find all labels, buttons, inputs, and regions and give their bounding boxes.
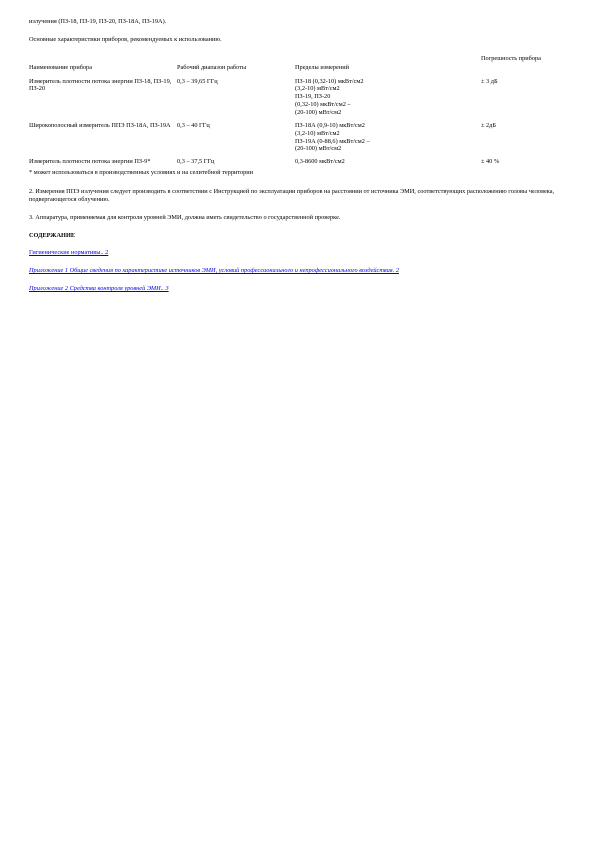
cell-range: 0,3 – 39,65 ГГц <box>177 77 218 85</box>
limit-line: (20-100) мВт/см2 <box>295 145 342 153</box>
cell-range: 0,3 – 40 ГГц <box>177 121 210 129</box>
limit-line: ПЗ-19, ПЗ-20 <box>295 93 331 101</box>
limit-line: (20-100) мВт/см2 <box>295 109 342 117</box>
header-range: Рабочий диапазон работы <box>177 63 247 71</box>
limit-line: (0,32-10) мкВт/см2 – <box>295 101 351 109</box>
contents-link-hygienic-norms[interactable]: Гигиенические нормативы.. 2 <box>29 249 109 257</box>
intro-line: излучения (ПЗ-18, ПЗ-19, ПЗ-20, ПЗ-18А, ПЗ-19А). <box>29 18 167 25</box>
cell-device: Измеритель плотности потока энергии ПЗ-18, ПЗ-19, ПЗ-20 <box>29 77 172 93</box>
contents-heading: СОДЕРЖАНИЕ <box>29 231 76 239</box>
document-page <box>29 18 565 303</box>
devices-table <box>29 55 565 171</box>
header-error: Погрешность прибора <box>481 54 541 62</box>
table-header-row <box>29 55 565 78</box>
cell-range: 0,3 – 37,5 ГГц <box>177 158 215 166</box>
limit-line: ПЗ-18А (0,9-10) мкВт/см2 <box>295 121 365 129</box>
cell-limits <box>295 78 481 122</box>
table-footnote: * может использоваться в производственных условиях и на селитебной территории <box>29 169 254 177</box>
paragraph-2: 2. Измерения ППЭ излучения следует производить в соответствии с Инструкцией по эксплуатации приборов на расстоянии от источника ЭМИ, соответствующих расположению головы человека, подвергающегося облучению. <box>29 188 555 203</box>
limit-line: ПЗ-18 (0,32-10) мкВт/см2 <box>295 77 364 85</box>
limit-line: (3,2-10) мВт/см2 <box>295 129 340 137</box>
contents-link-appendix-1[interactable]: Приложение 1 Общие сведения по характеристике источников ЭМИ, условий профессионального и непрофессионального воздействия. 2 <box>29 267 399 275</box>
limit-line: (3,2-10) мВт/см2 <box>295 85 340 93</box>
cell-device: Широкополосный измеритель ППЭ ПЗ-18А, ПЗ-19А <box>29 121 171 129</box>
contents-link-appendix-2[interactable]: Приложение 2 Средства контроля уровней ЭМИ.. 3 <box>29 285 169 293</box>
header-device: Наименование прибора <box>29 63 92 71</box>
limit-line: 0,3-8600 мкВт/см2 <box>295 158 345 166</box>
table-row <box>29 122 565 158</box>
limit-line: ПЗ-19А (0-88,6) мкВт/см2 – <box>295 137 370 145</box>
table-intro: Основные характеристики приборов, рекомендуемых к использованию. <box>29 35 222 43</box>
cell-device: Измеритель плотности потока энергии ПЗ-9* <box>29 158 151 166</box>
cell-error: ± 2дБ <box>481 121 496 129</box>
paragraph-3: 3. Аппаратура, применяемая для контроля уровней ЭМИ, должна иметь свидетельство о государственной проверке. <box>29 213 341 221</box>
cell-error: ± 3 дБ <box>481 77 498 85</box>
cell-limits <box>295 122 481 158</box>
header-limits: Пределы измерений <box>295 63 349 71</box>
cell-error: ± 40 % <box>481 158 500 166</box>
table-row <box>29 78 565 122</box>
